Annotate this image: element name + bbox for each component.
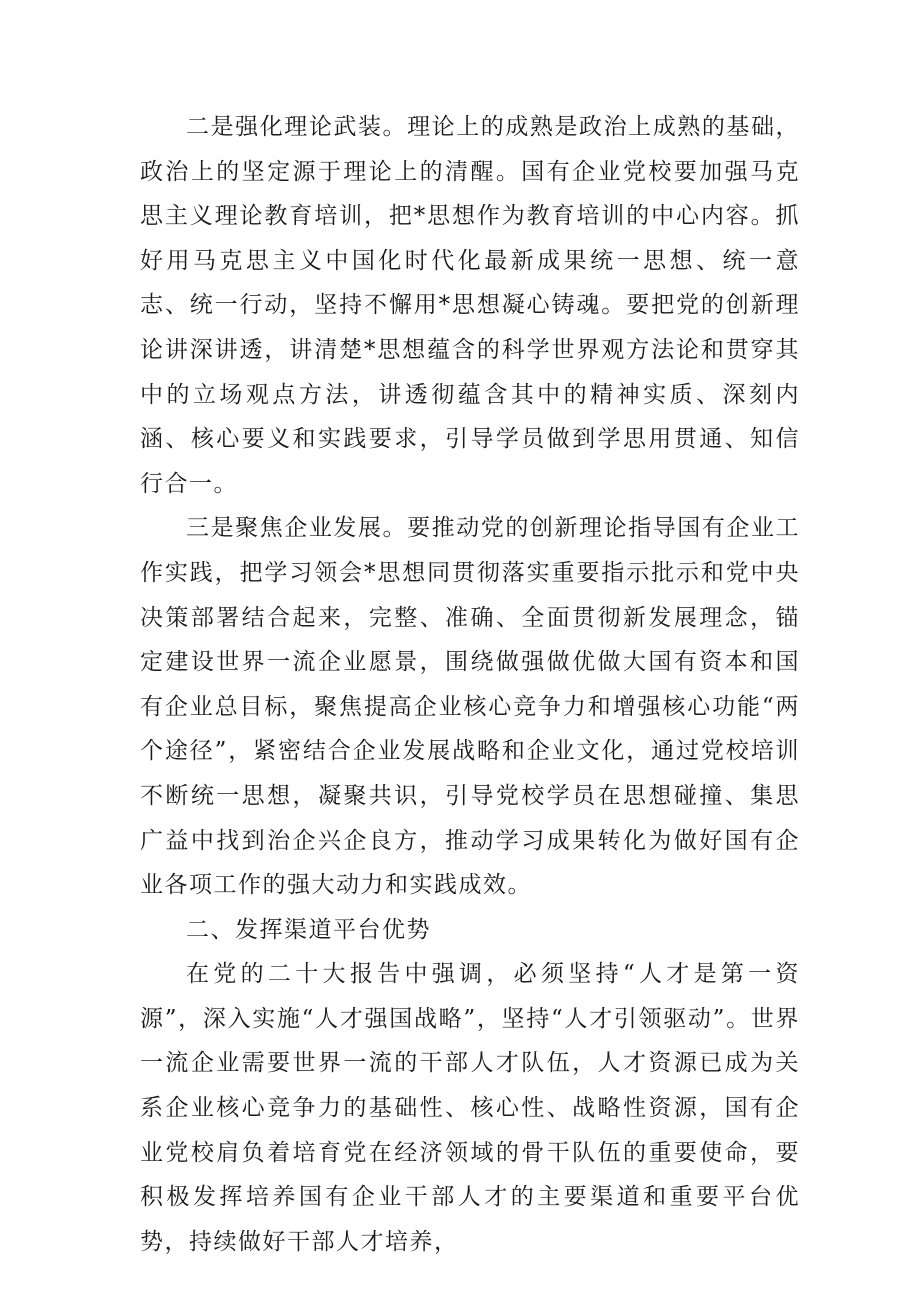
paragraph-focus-enterprise-development: 三是聚焦企业发展。要推动党的创新理论指导国有企业工作实践，把学习领会*思想同贯彻落实重要指示批示和党中央决策部署结合起来，完整、准确、全面贯彻新发展理念，锚定建设世界一流企业愿景，围绕做强做优做大国有资本和国有企业总目标，聚焦提高企业核心竞争力和增强核心功能“两个途径”，紧密结合企业发展战略和企业文化，通过党校培训不断统一思想，凝聚共识，引导党校学员在思想碰撞、集思广益中找到治企兴企良方，推动学习成果转化为做好国有企业各项工作的强大动力和实践成效。: [140, 515, 800, 899]
section-heading-channel-platform: 二、发挥渠道平台优势: [186, 916, 431, 943]
document-body: [140, 105, 800, 1264]
paragraph-talent-development: 在党的二十大报告中强调，必须坚持“人才是第一资源”，深入实施“人才强国战略”，坚持“人才引领驱动”。世界一流企业需要世界一流的干部人才队伍，人才资源已成为关系企业核心竞争力的基础性、核心性、战略性资源，国有企业党校肩负着培育党在经济领域的骨干队伍的重要使命，要积极发挥培养国有企业干部人才的主要渠道和重要平台优势，持续做好干部人才培养，: [140, 961, 800, 1255]
paragraph-strengthen-theory: 二是强化理论武装。理论上的成熟是政治上成熟的基础，政治上的坚定源于理论上的清醒。国有企业党校要加强马克思主义理论教育培训，把*思想作为教育培训的中心内容。抓好用马克思主义中国化时代化最新成果统一思想、统一意志、统一行动，坚持不懈用*思想凝心铸魂。要把党的创新理论讲深讲透，讲清楚*思想蕴含的科学世界观方法论和贯穿其中的立场观点方法，讲透彻蕴含其中的精神实质、深刻内涵、核心要义和实践要求，引导学员做到学思用贯通、知信行合一。: [140, 114, 800, 497]
